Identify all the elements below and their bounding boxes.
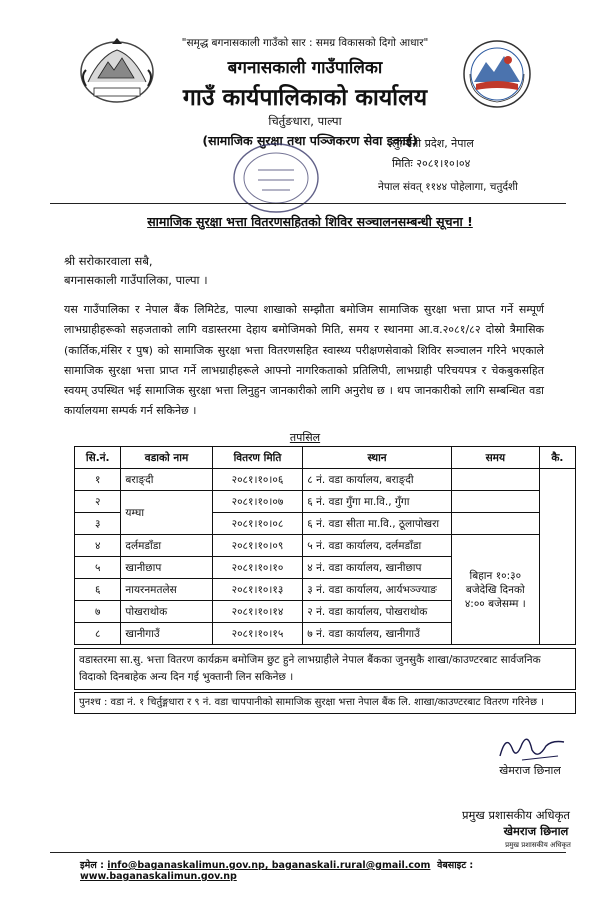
row-place: ६ नं. वडा गुँगा मा.वि., गुँगा <box>303 491 452 513</box>
email-link[interactable]: info@baganaskalimun.gov.np, baganaskali.rural@gmail.com <box>107 860 431 871</box>
row-ward: नायरनमतलेस <box>121 579 212 601</box>
row-num: ७ <box>75 601 121 623</box>
notice-body: यस गाउँपालिका र नेपाल बैंक लिमिटेड, पाल्पा शाखाको सम्झौता बमोजिम सामाजिक सुरक्षा भत्ता प्राप्त गर्ने सम्पूर्ण लाभग्राहीहरूको सहजताको लागि वडास्तरमा देहाय बमोजिमको मिति, समय र स्थानमा आ.व.२०८१/८२ दोस्रो त्रैमासिक (कार्तिक,मंसिर र पुष) को सामाजिक सुरक्षा भत्ता वितरणसहित स्वास्थ्य परीक्षणसेवाको शिविर सञ्चालन गरिने भएकाले सामाजिक सुरक्षा भत्ता प्राप्त गर्ने लाभग्राहीहरूले आफ्नो नागरिकताको प्रतिलिपी, लाभग्राही परिचयपत्र र चेकबुकसहित स्वयम् उपस्थित भई सामाजिक सुरक्षा भत्ता लिनुहुन जानकारीको लागि अनुरोध छ । थप जानकारीको लागि सम्बन्धित वडा कार्यालयमा सम्पर्क गर्न सकिनेछ । <box>64 303 544 418</box>
row-num: ८ <box>75 623 121 645</box>
row-date: २०८१।१०।०९ <box>212 535 303 557</box>
office-address: चिर्तुङधारा, पाल्पा <box>268 114 342 128</box>
row-num: १ <box>75 469 121 491</box>
row-date: २०८१।१०।१५ <box>212 623 303 645</box>
row-place: ३ नं. वडा कार्यालय, आर्यभञ्ज्याङ <box>303 579 452 601</box>
postscript-note: पुनश्च : वडा नं. १ चिर्तुङ्गधारा र ९ नं. वडा चापपानीको सामाजिक सुरक्षा भत्ता नेपाल बैंक लि. शाखा/काउण्टरबाट वितरण गरिनेछ । <box>74 692 576 714</box>
salutation-line-2: बगनासकाली गाउँपालिका, पाल्पा । <box>64 273 208 287</box>
nepal-samvat-date: नेपाल संवत् ११४४ पोहेलागा, चतुर्दशी <box>378 181 518 193</box>
handwritten-signature <box>492 730 572 766</box>
salutation-line-1: श्री सरोकारवाला सबै, <box>64 254 153 268</box>
org-name: बगनासकाली गाउँपालिका <box>227 58 383 78</box>
table-header-row <box>75 447 576 469</box>
col-header-num: सि.नं. <box>75 447 121 469</box>
table-row <box>75 469 576 491</box>
row-time-empty <box>451 469 539 491</box>
website-link[interactable]: www.baganaskalimun.gov.np <box>80 871 237 882</box>
schedule-table <box>74 446 576 645</box>
row-place: ६ नं. वडा सीता मा.वि., ठूलापोखरा <box>303 513 452 535</box>
row-ward: यम्घा <box>121 491 212 535</box>
row-num: ६ <box>75 579 121 601</box>
website-label: वेबसाइट : <box>437 860 474 871</box>
row-ward: दर्लमडाँडा <box>121 535 212 557</box>
footer-contact <box>80 858 580 882</box>
row-date: २०८१।१०।०७ <box>212 491 303 513</box>
row-place: ८ नं. वडा कार्यालय, बराङ्दी <box>303 469 452 491</box>
signatory-stamp-title: प्रमुख प्रशासकीय अधिकृत <box>505 841 571 849</box>
row-place: ४ नं. वडा कार्यालय, खानीछाप <box>303 557 452 579</box>
row-time-empty <box>451 513 539 535</box>
row-ward: खानीगाउँ <box>121 623 212 645</box>
salutation <box>64 252 464 290</box>
col-header-date: वितरण मिति <box>212 447 303 469</box>
schedule-caption: तपसिल <box>289 431 321 444</box>
payment-note: वडास्तरमा सा.सु. भत्ता वितरण कार्यक्रम बमोजिम छुट हुने लाभग्राहीले नेपाल बैंकका जुनसुकै शाखा/काउण्टरबाट सार्वजनिक विदाको दिनबाहेक अन्य दिन गई भुक्तानी लिन सकिनेछ । <box>74 648 576 690</box>
row-num: ५ <box>75 557 121 579</box>
row-date: २०८१।१०।०८ <box>212 513 303 535</box>
row-ward: खानीछाप <box>121 557 212 579</box>
row-date: २०८१।१०।१३ <box>212 579 303 601</box>
notice-subject: सामाजिक सुरक्षा भत्ता वितरणसहितको शिविर सञ्चालनसम्बन्धी सूचना ! <box>147 214 473 229</box>
header-divider <box>50 203 566 204</box>
row-num: २ <box>75 491 121 513</box>
row-place: ५ नं. वडा कार्यालय, दर्लमडाँडा <box>303 535 452 557</box>
row-time-empty <box>451 491 539 513</box>
col-header-remarks: कै. <box>539 447 575 469</box>
email-label: इमेल : <box>80 860 104 871</box>
office-name: गाउँ कार्यपालिकाको कार्यालय <box>182 85 428 111</box>
remarks-cell <box>539 469 575 645</box>
signatory-title: प्रमुख प्रशासकीय अधिकृत <box>462 808 570 822</box>
row-place: ७ नं. वडा कार्यालय, खानीगाउँ <box>303 623 452 645</box>
schedule-time: बिहान १०:३० बजेदेखि दिनको ४:०० बजेसम्म । <box>451 535 539 645</box>
issue-date: मितिः २०८१।१०।०४ <box>392 157 471 170</box>
row-num: ४ <box>75 535 121 557</box>
table-row <box>75 535 576 557</box>
table-row <box>75 491 576 513</box>
row-date: २०८१।१०।१४ <box>212 601 303 623</box>
row-date: २०८१।१०।०६ <box>212 469 303 491</box>
row-num: ३ <box>75 513 121 535</box>
row-ward: पोखराथोक <box>121 601 212 623</box>
col-header-time: समय <box>451 447 539 469</box>
footer-divider <box>50 852 566 853</box>
signatory-stamp-name: खेमराज छिनाल <box>503 824 569 838</box>
office-stamp <box>228 140 324 216</box>
motto: "समृद्ध बगनासकाली गाउँको सार : समग्र विकासको दिगो आधार" <box>181 37 429 49</box>
unit-name: (सामाजिक सुरक्षा तथा पञ्जिकरण सेवा इकाई) <box>202 133 418 148</box>
signatory-name: खेमराज छिनाल <box>499 764 561 777</box>
row-date: २०८१।१०।१० <box>212 557 303 579</box>
row-place: २ नं. वडा कार्यालय, पोखराथोक <box>303 601 452 623</box>
row-ward: बराङ्दी <box>121 469 212 491</box>
col-header-ward: वडाको नाम <box>121 447 212 469</box>
col-header-place: स्थान <box>303 447 452 469</box>
province-label: लुम्बिनी प्रदेश, नेपाल <box>392 137 474 150</box>
